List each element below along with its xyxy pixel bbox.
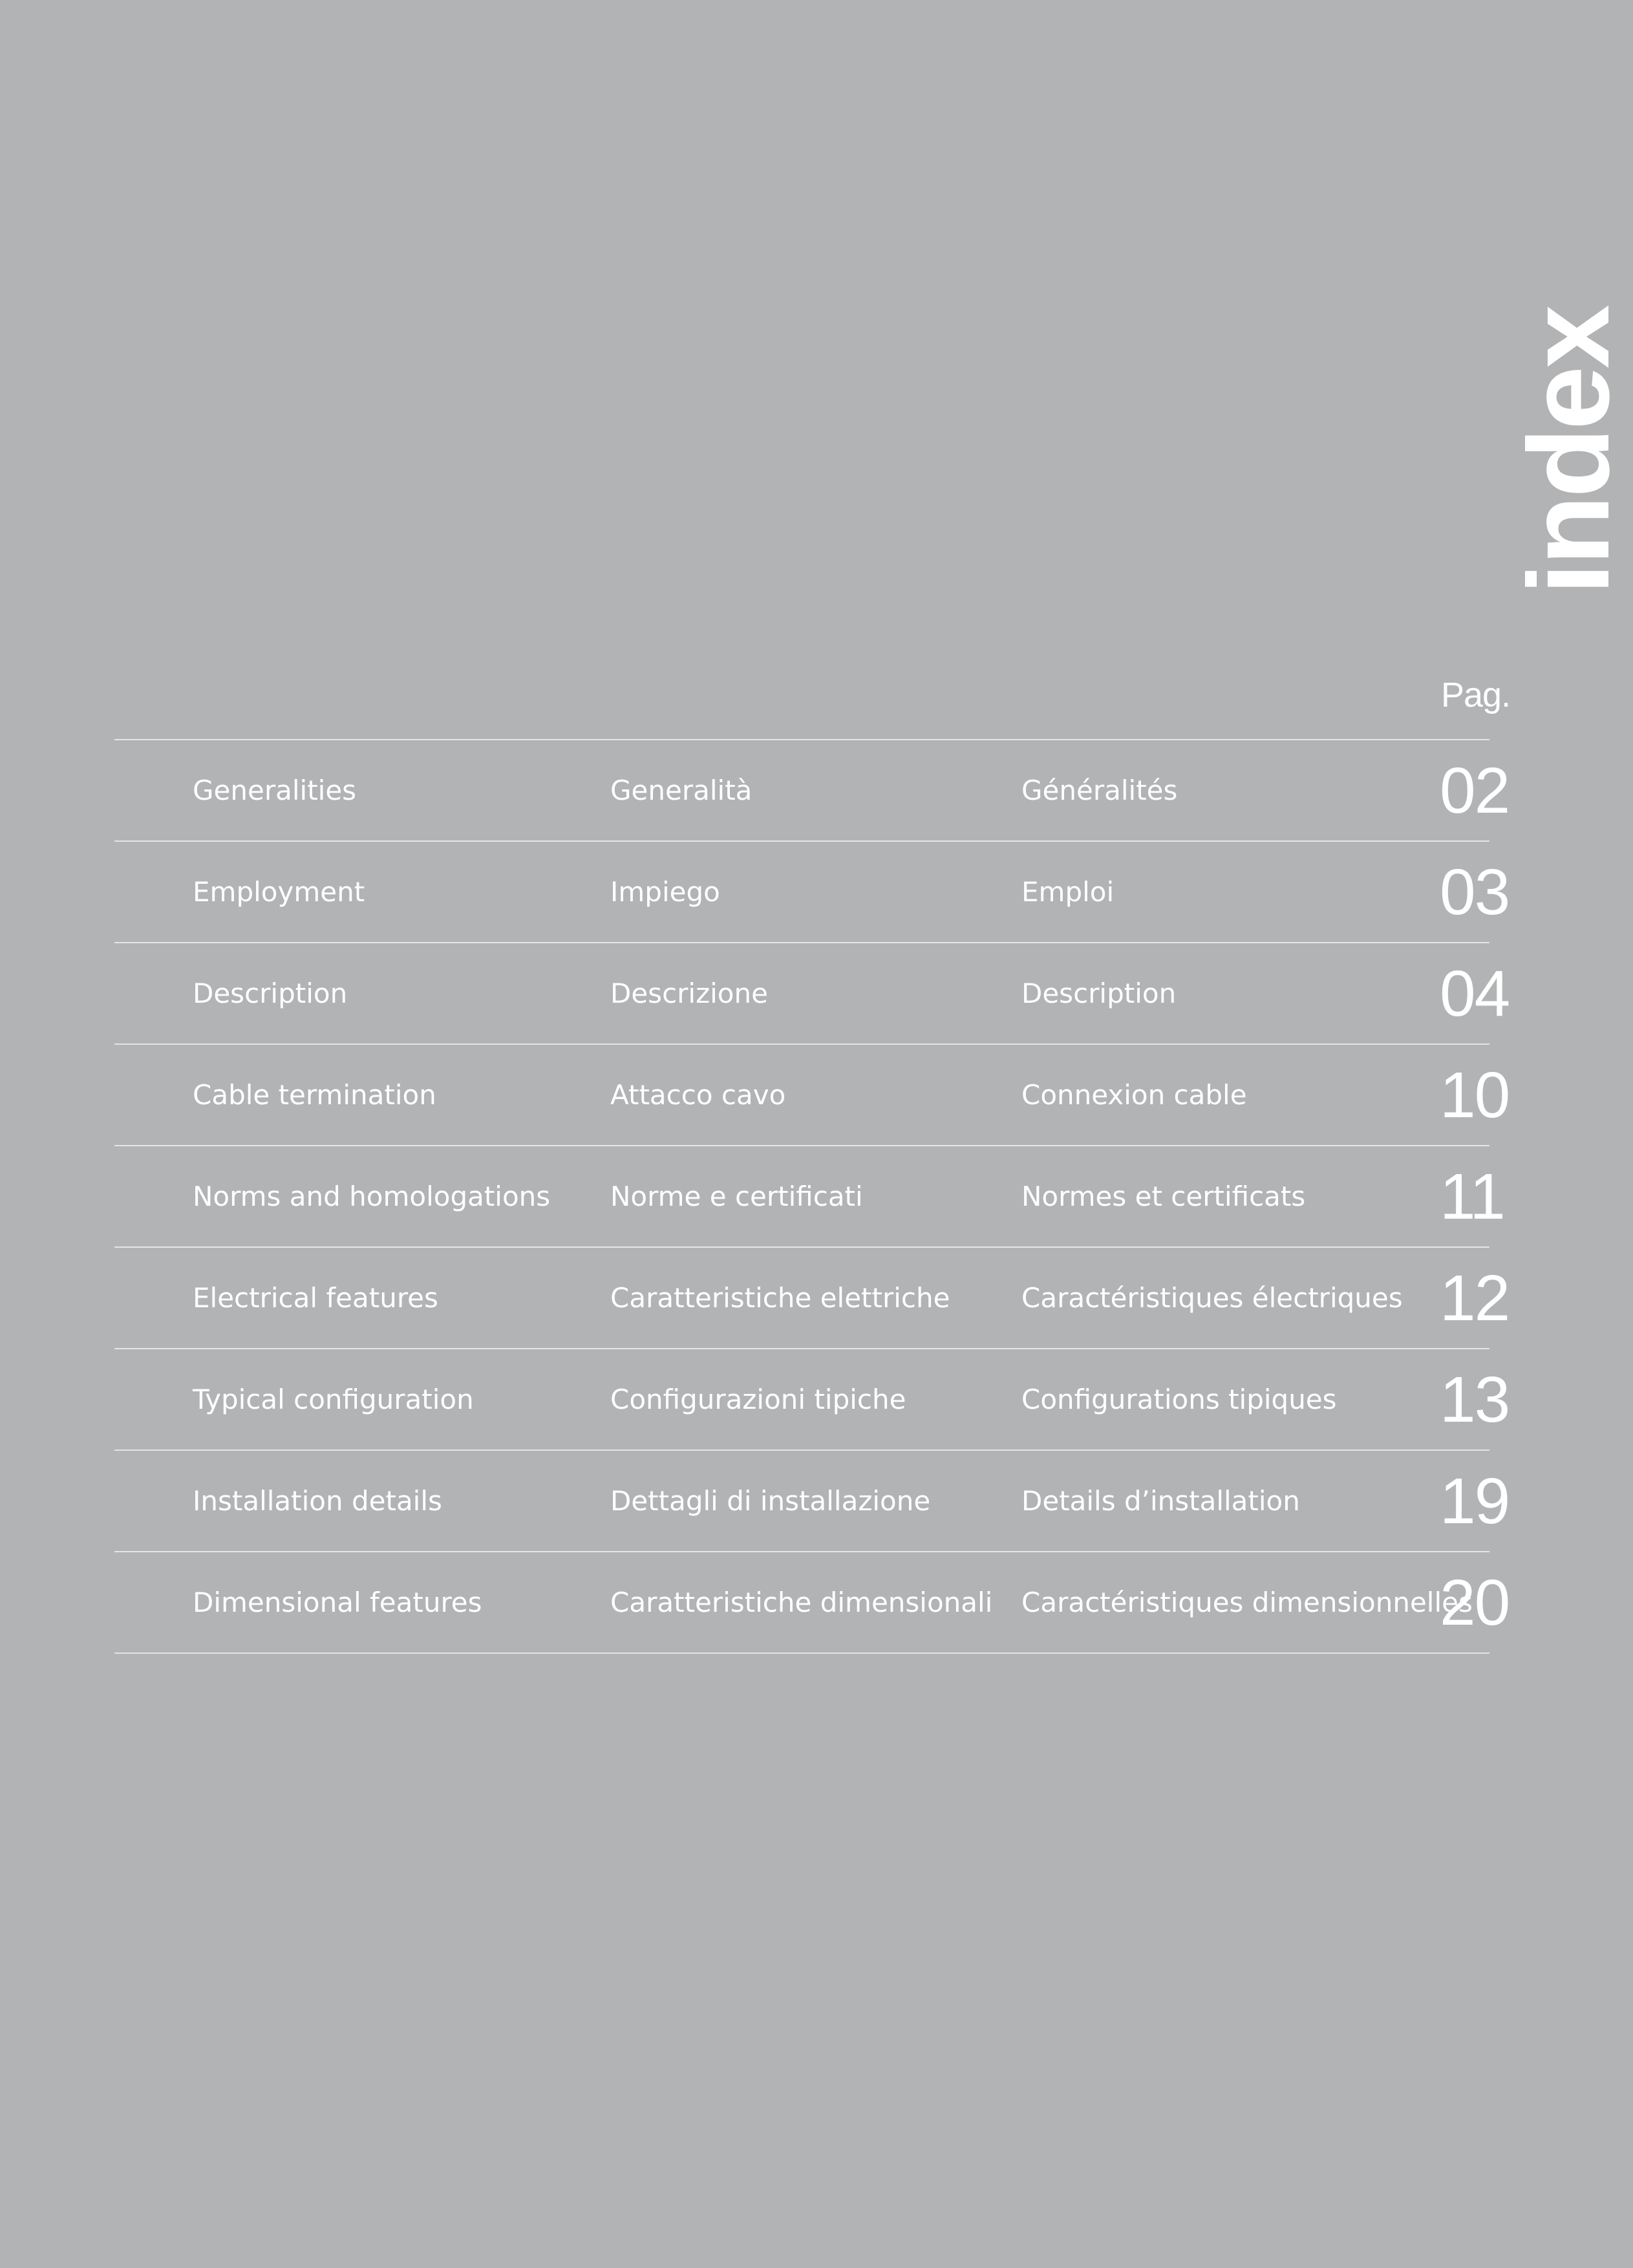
entry-english: Description [193,977,348,1009]
entry-french: Details d’installation [1021,1484,1300,1517]
table-of-contents [114,739,1510,1654]
entry-french: Emploi [1021,875,1115,908]
toc-row[interactable] [114,1146,1504,1248]
entry-page-number: 12 [1440,1261,1510,1334]
entry-english: Cable termination [193,1078,436,1111]
toc-row[interactable] [114,842,1510,943]
toc-row[interactable] [114,1451,1510,1552]
toc-row[interactable] [114,739,1510,842]
entry-page-number: 19 [1440,1464,1510,1537]
entry-french: Caractéristiques électriques [1021,1281,1403,1314]
entry-french: Normes et certificats [1021,1180,1306,1212]
entry-english: Employment [193,875,365,908]
entry-page-number: 04 [1440,957,1510,1030]
entry-italian: Caratteristiche dimensionali [610,1586,993,1618]
index-title: index [1504,307,1633,595]
entry-page-number: 10 [1440,1058,1510,1131]
entry-italian: Configurazioni tipiche [610,1383,906,1415]
page-column-header: Pag. [1441,676,1511,714]
entry-english: Dimensional features [193,1586,482,1618]
entry-french: Configurations tipiques [1021,1383,1337,1415]
toc-row[interactable] [114,1045,1510,1146]
entry-italian: Norme e certificati [610,1180,863,1212]
entry-english: Typical configuration [193,1383,474,1415]
toc-row[interactable] [114,1349,1510,1451]
entry-italian: Descrizione [610,977,768,1009]
entry-french: Caractéristiques dimensionnelles [1021,1586,1473,1618]
toc-row[interactable] [114,943,1510,1045]
entry-page-number: 11 [1440,1160,1504,1233]
entry-italian: Impiego [610,875,720,908]
entry-english: Electrical features [193,1281,438,1314]
entry-page-number: 20 [1440,1566,1510,1639]
entry-italian: Generalità [610,774,752,806]
entry-french: Description [1021,977,1177,1009]
entry-french: Généralités [1021,774,1178,806]
entry-italian: Dettagli di installazione [610,1484,931,1517]
entry-english: Generalities [193,774,357,806]
entry-english: Norms and homologations [193,1180,551,1212]
entry-page-number: 13 [1440,1363,1510,1436]
entry-italian: Attacco cavo [610,1078,786,1111]
toc-row[interactable] [114,1552,1510,1654]
entry-page-number: 03 [1440,855,1510,928]
entry-french: Connexion cable [1021,1078,1247,1111]
entry-english: Installation details [193,1484,442,1517]
toc-row[interactable] [114,1248,1510,1349]
entry-page-number: 02 [1440,754,1510,827]
entry-italian: Caratteristiche elettriche [610,1281,950,1314]
